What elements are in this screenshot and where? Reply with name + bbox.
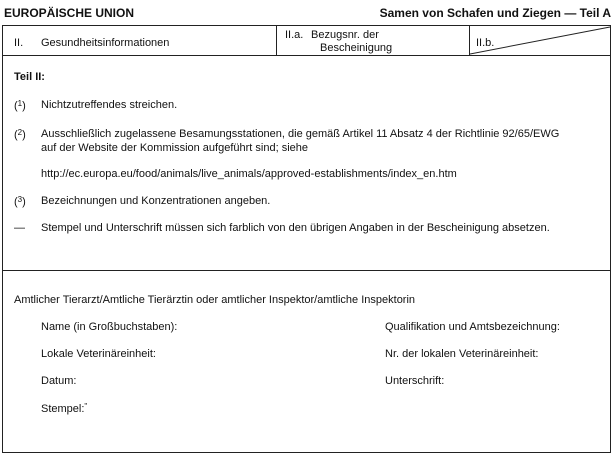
signature-section-divider [2, 270, 611, 271]
date-label: Datum: [41, 375, 77, 387]
certificate-frame [2, 25, 611, 453]
stamp-label: Stempel:" [41, 402, 88, 415]
column-divider-1 [276, 25, 277, 55]
local-unit-label: Lokale Veterinäreinheit: [41, 348, 156, 360]
signature-label: Unterschrift: [385, 375, 445, 387]
footnote-text-stamp: Stempel und Unterschrift müssen sich farblich von den übrigen Angaben in der Bescheinigung absetzen. [41, 222, 550, 234]
reference-label: II.a. [285, 29, 304, 41]
name-label: Name (in Großbuchstaben): [41, 321, 178, 333]
footnote-text-1: Nichtzutreffendes streichen. [41, 99, 178, 111]
reference-title-line2: Bescheinigung [320, 42, 393, 54]
reference-title-line1: Bezugsnr. der [311, 29, 379, 41]
header-certificate-title: Samen von Schafen und Ziegen — Teil A [379, 6, 611, 20]
qualification-label: Qualifikation und Amtsbezeichnung: [385, 321, 560, 333]
footnote-text-3: Bezeichnungen und Konzentrationen angeben. [41, 195, 271, 207]
footnote-marker-1: ($^1$) [14, 99, 26, 112]
header-row-divider [2, 55, 611, 56]
iib-label: II.b. [476, 37, 495, 49]
footnote-text-2-line1: Ausschließlich zugelassene Besamungsstationen, die gemäß Artikel 11 Absatz 4 der Richtlinie 92/65/EWG [41, 128, 560, 140]
approved-establishments-url: http://ec.europa.eu/food/animals/live_animals/approved-establishments/index_en.htm [41, 168, 457, 180]
header-union-title: EUROPÄISCHE UNION [4, 6, 135, 20]
footnote-marker-2: ($^2$) [14, 128, 26, 141]
footnote-text-2-line2: auf der Website der Kommission aufgeführt sind; siehe [41, 142, 308, 154]
official-heading: Amtlicher Tierarzt/Amtliche Tierärztin oder amtlicher Inspektor/amtliche Inspektorin [14, 294, 416, 306]
notes-title: Teil II: [14, 71, 45, 83]
local-unit-number-label: Nr. der lokalen Veterinäreinheit: [385, 348, 539, 360]
footnote-dash: — [14, 222, 25, 234]
section-title: Gesundheitsinformationen [41, 37, 170, 49]
section-number: II. [14, 37, 24, 49]
footnote-marker-3: ($^3$) [14, 195, 26, 208]
